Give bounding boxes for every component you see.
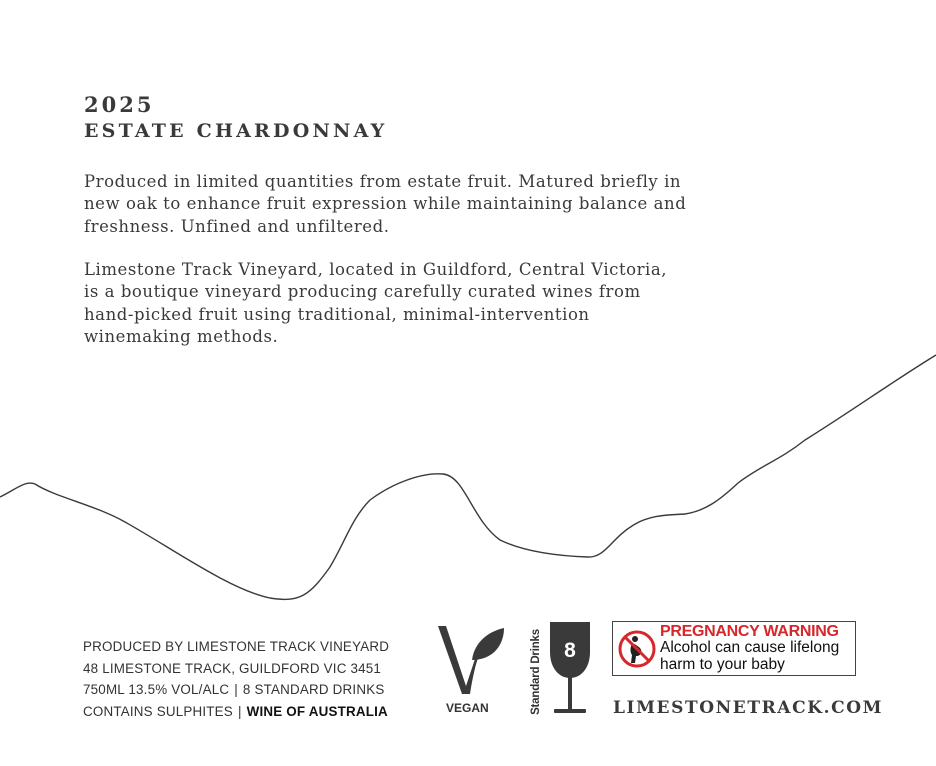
description-line: hand-picked fruit using traditional, minimal-intervention [84,304,590,324]
wine-glass-icon [547,620,593,718]
website-url: LIMESTONETRACK.COM [613,698,884,718]
pregnancy-warning-icon [618,630,656,668]
vintage-year: 2025 [84,92,155,117]
description-line: freshness. Unfined and unfiltered. [84,216,390,236]
volume-line [83,679,389,701]
standard-drinks-value: 8 [564,639,576,662]
description-line: Limestone Track Vineyard, located in Guildford, Central Victoria, [84,260,668,279]
warning-text [660,640,839,673]
address-line: 48 LIMESTONE TRACK, GUILDFORD VIC 3451 [83,660,382,676]
description-line: winemaking methods. [84,327,279,347]
vegan-label: VEGAN [446,701,489,715]
origin-text: WINE OF AUSTRALIA [246,703,388,719]
vegan-leaf-icon [436,624,506,704]
producer-line: PRODUCED BY LIMESTONE TRACK VINEYARD [83,639,390,654]
warning-line: Alcohol can cause lifelong [660,639,840,656]
wine-title: ESTATE CHARDONNAY [84,120,388,142]
description-line: Produced in limited quantities from estate fruit. Matured briefly in [84,172,682,191]
pregnancy-warning-box [612,621,856,676]
description-line: new oak to enhance fruit expression while maintaining balance and [84,194,687,214]
standard-drinks-label: Standard Drinks [530,629,542,715]
producer-info [83,636,389,722]
standard-drinks-text: 8 STANDARD DRINKS [242,682,385,697]
sulphites-text: CONTAINS SULPHITES [83,703,233,719]
separator: | [234,682,238,697]
volume-text: 750ML 13.5% VOL/ALC [83,682,230,697]
separator: | [237,703,242,719]
warning-line: harm to your baby [660,655,785,673]
sulphites-line [83,701,389,723]
description-line: is a boutique vineyard producing carefully curated wines from [84,282,641,302]
warning-title: PREGNANCY WARNING [660,623,839,640]
